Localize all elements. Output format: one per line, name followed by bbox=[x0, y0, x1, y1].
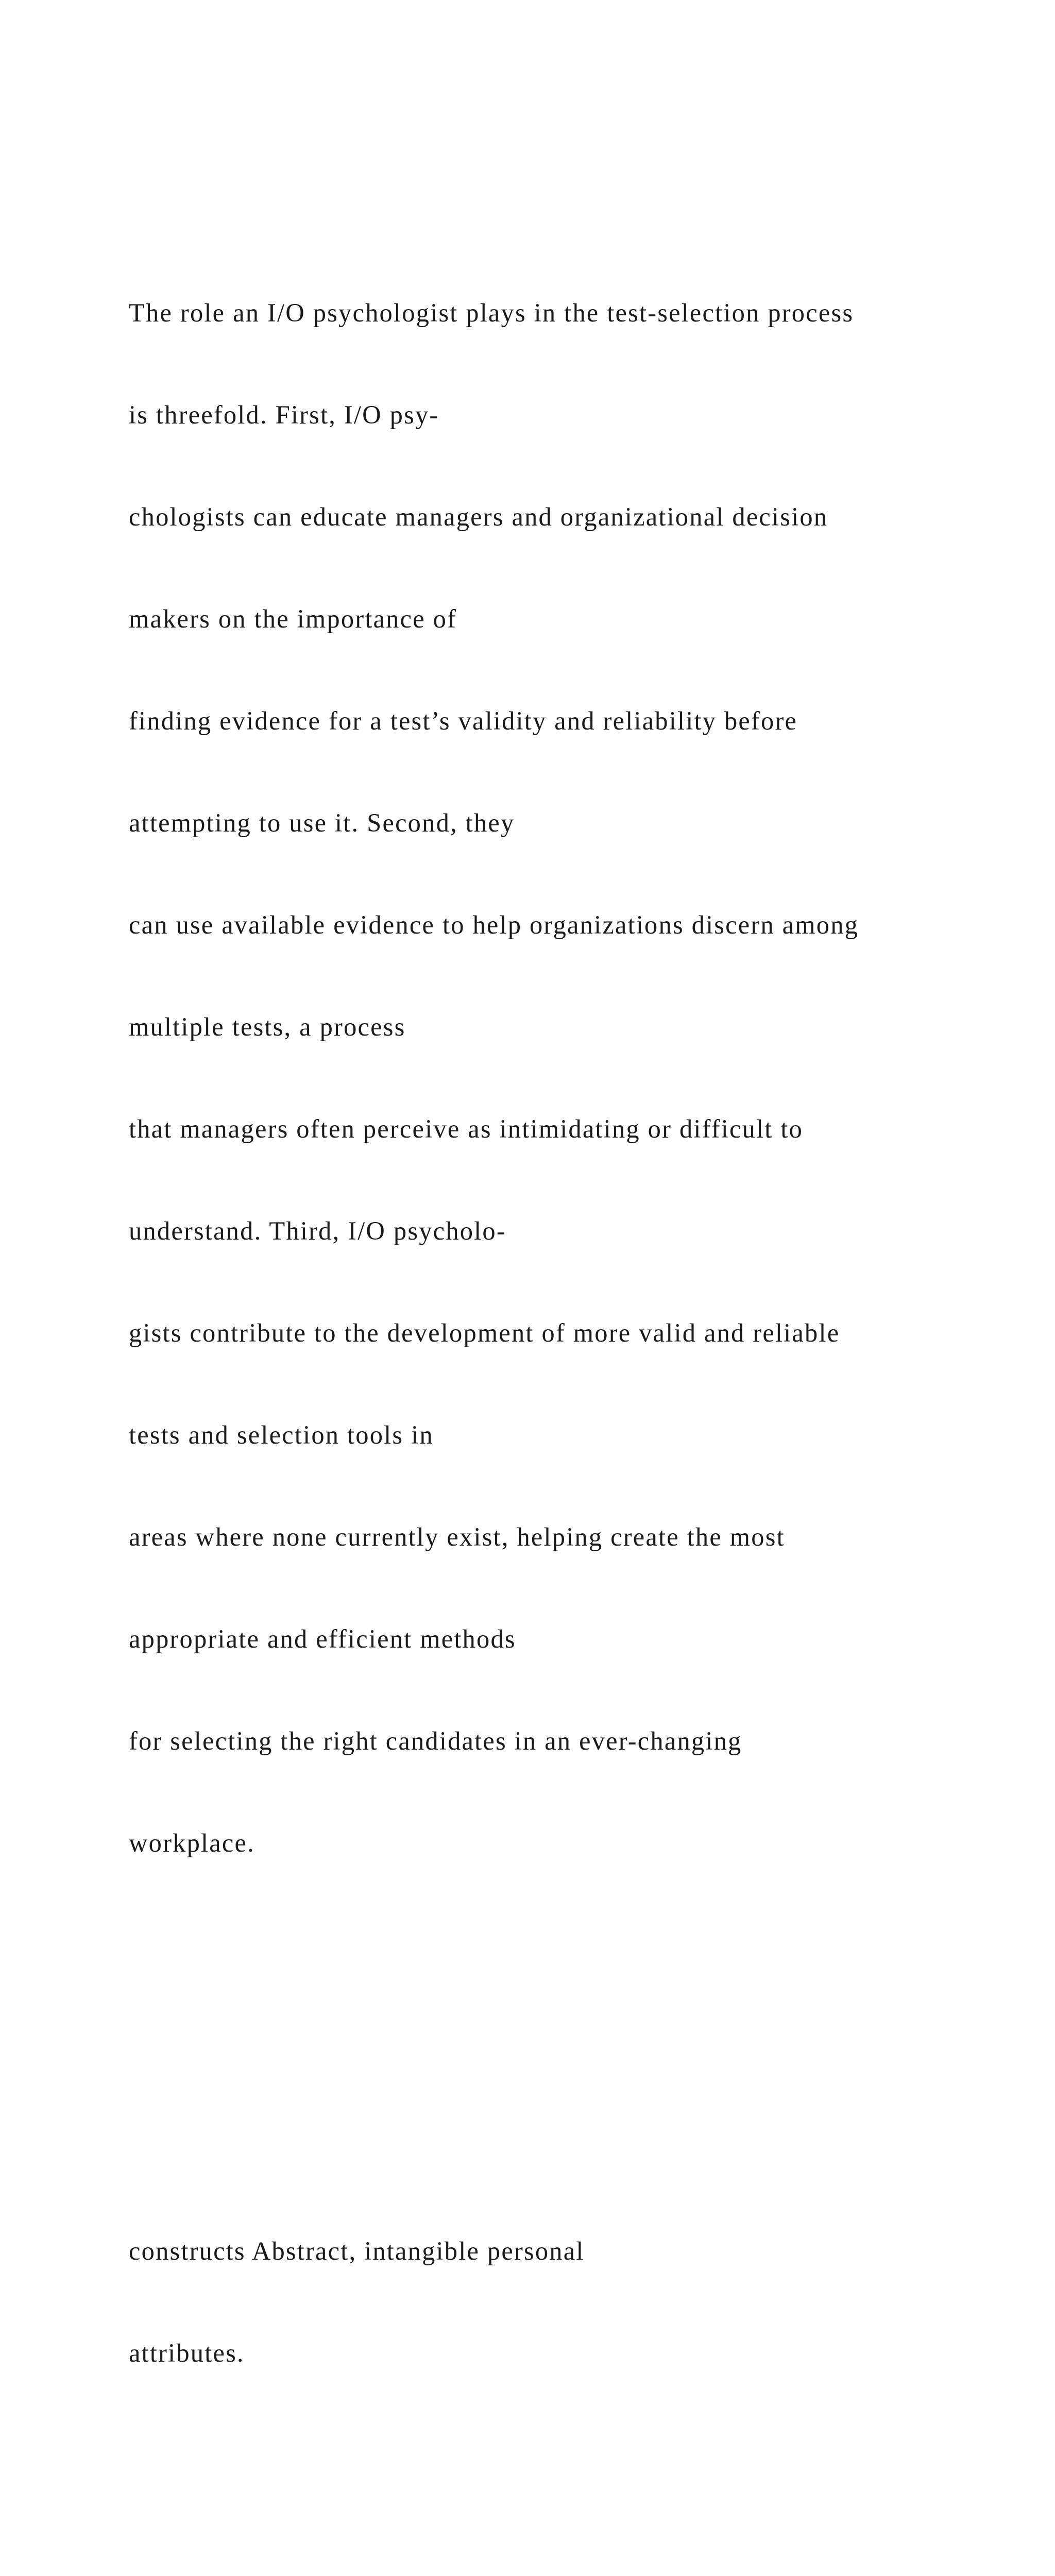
paragraph-line: makers on the importance of bbox=[129, 604, 457, 633]
glossary-line: constructs Abstract, intangible personal bbox=[129, 2236, 585, 2265]
paragraph-line: understand. Third, I/O psycholo- bbox=[129, 1216, 506, 1245]
intro-paragraph bbox=[129, 228, 1005, 1928]
paragraph-line: gists contribute to the development of more valid and reliable bbox=[129, 1318, 840, 1347]
spacer bbox=[129, 2030, 1005, 2064]
paragraph-line: The role an I/O psychologist plays in the test-selection process bbox=[129, 298, 854, 327]
document-text bbox=[129, 126, 1005, 2576]
paragraph-line: finding evidence for a test’s validity and reliability before bbox=[129, 706, 798, 735]
paragraph-line: chologists can educate managers and organizational decision bbox=[129, 502, 828, 531]
glossary-entry-constructs bbox=[129, 2166, 1005, 2438]
paragraph-line: workplace. bbox=[129, 1828, 255, 1857]
paragraph-line: for selecting the right candidates in an ever-changing bbox=[129, 1726, 742, 1755]
glossary-line: attributes. bbox=[129, 2338, 245, 2367]
paragraph-line: multiple tests, a process bbox=[129, 1012, 406, 1041]
paragraph-line: is threefold. First, I/O psy- bbox=[129, 400, 439, 429]
paragraph-line: attempting to use it. Second, they bbox=[129, 808, 515, 837]
paragraph-line: tests and selection tools in bbox=[129, 1420, 434, 1449]
paragraph-line: areas where none currently exist, helping create the most bbox=[129, 1522, 785, 1551]
paragraph-line: that managers often perceive as intimidating or difficult to bbox=[129, 1114, 804, 1143]
paragraph-line: appropriate and efficient methods bbox=[129, 1624, 516, 1653]
spacer bbox=[129, 2540, 1005, 2574]
paragraph-line: can use available evidence to help organizations discern among bbox=[129, 910, 859, 939]
